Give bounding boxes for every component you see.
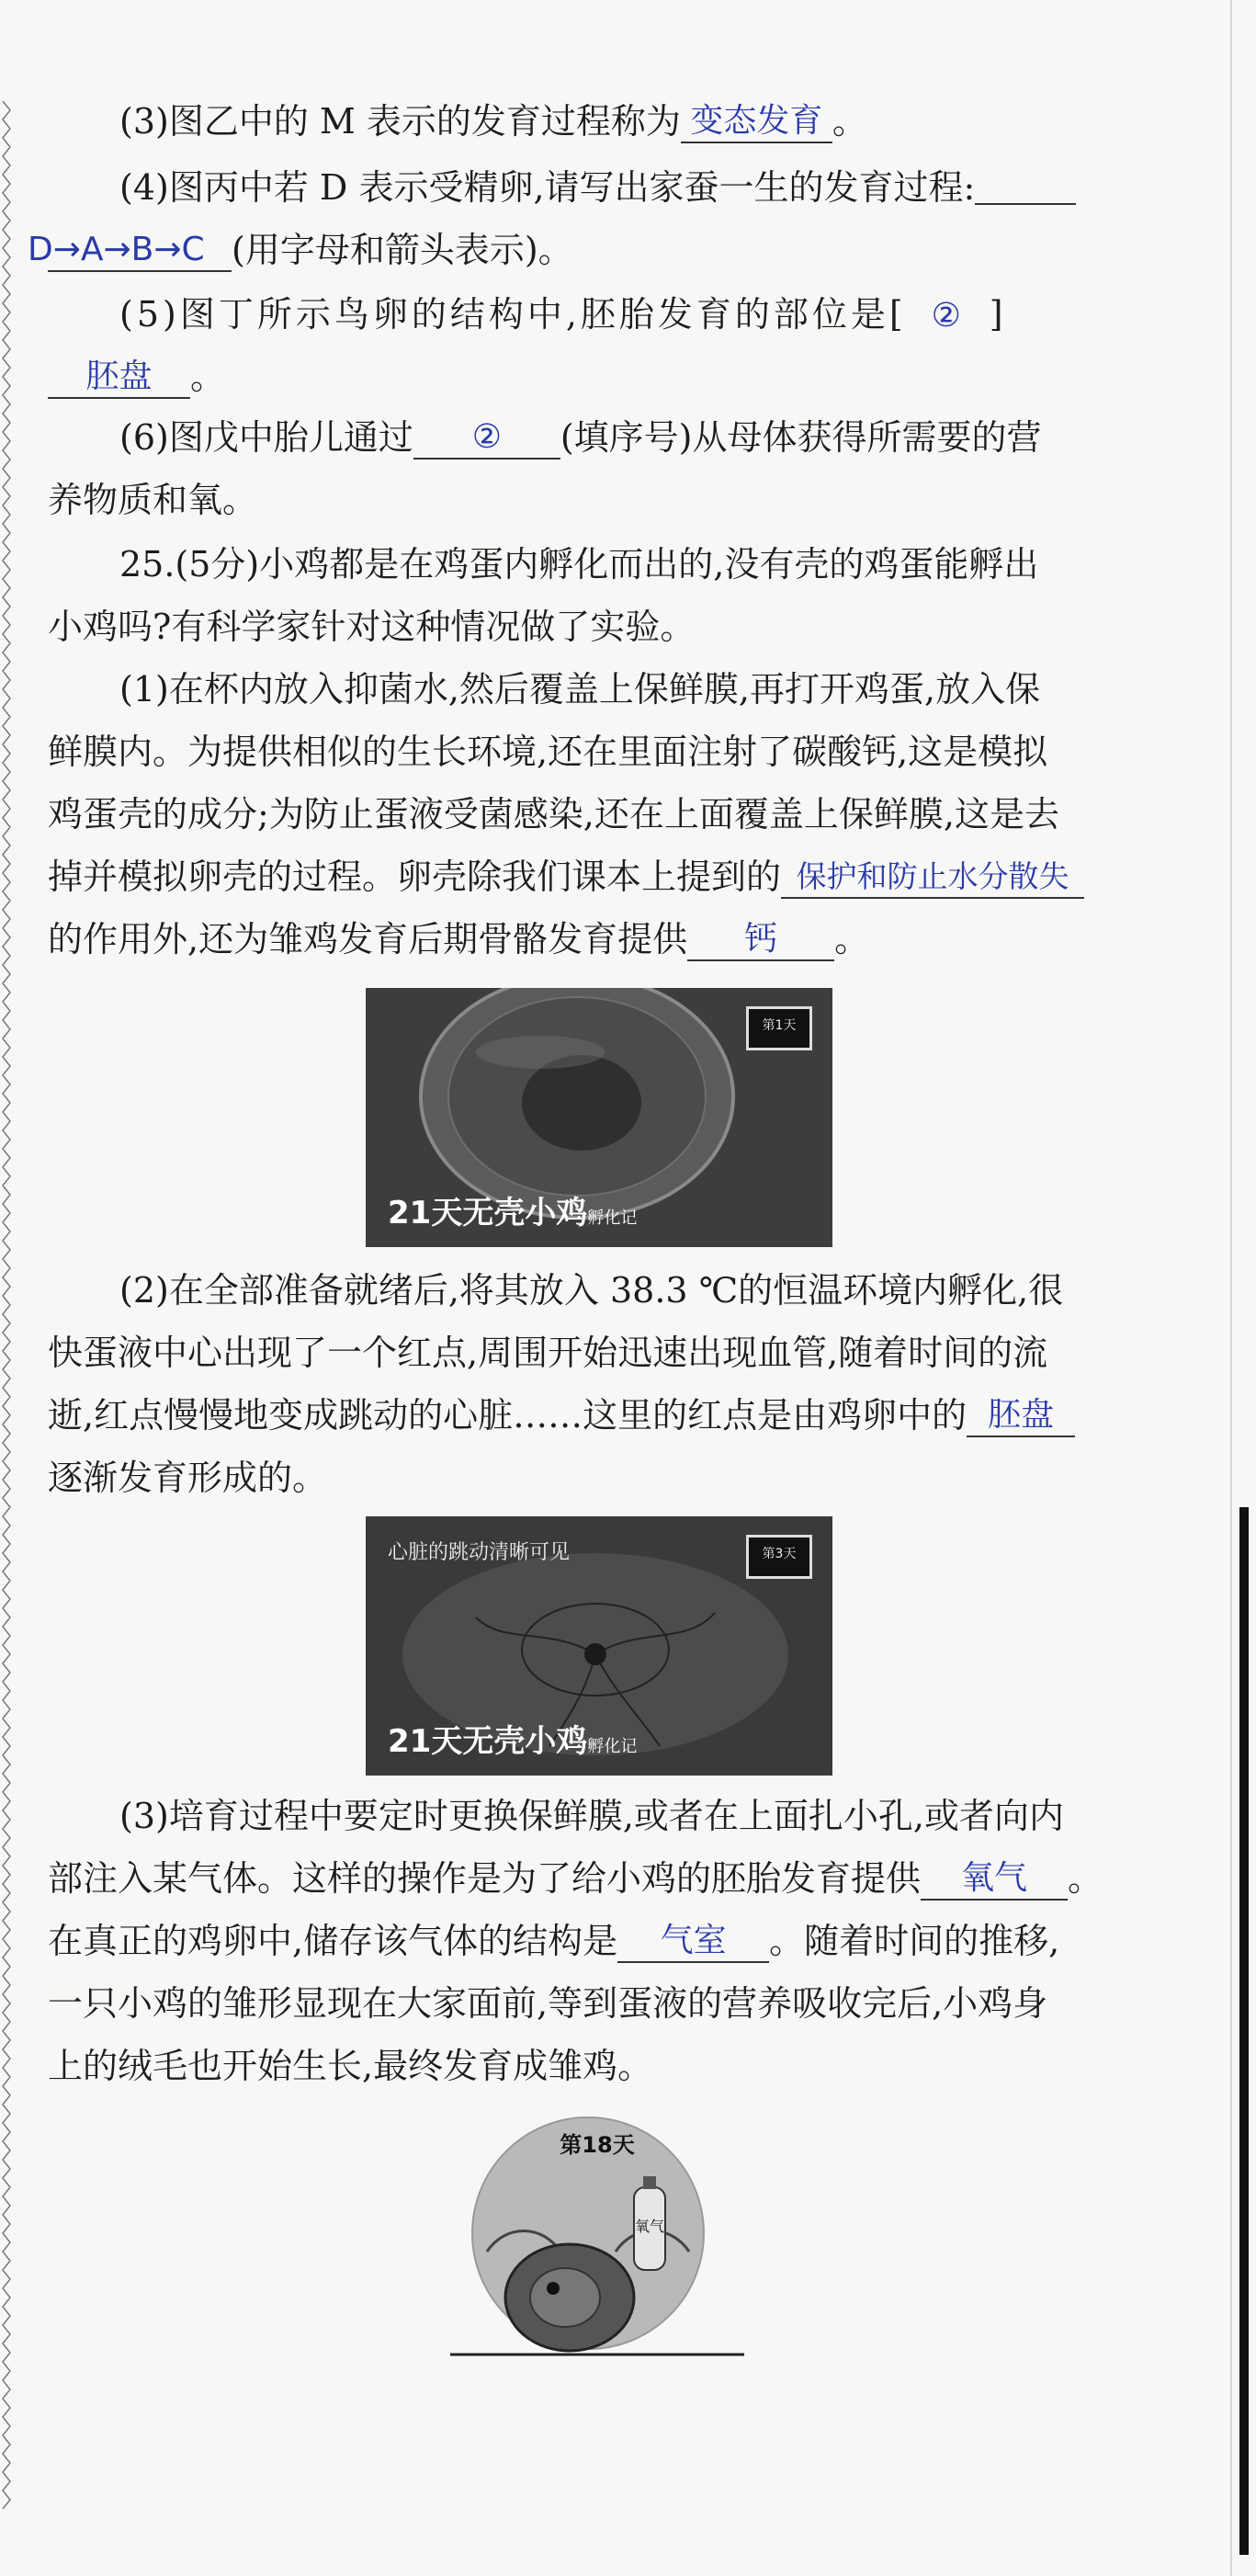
q25-p2-line4: 逐渐发育形成的。: [48, 1458, 328, 1498]
q24-p6-line2: 养物质和氧。: [48, 480, 258, 520]
q25-p2-line3: [48, 1393, 1075, 1437]
q24-p3-end: 。: [832, 101, 867, 142]
q25-p2-answer: 胚盘: [988, 1396, 1055, 1434]
brand-text: 21天无壳小鸡: [388, 1723, 588, 1760]
q25-p1-line5-text: 的作用外,还为雏鸡发育后期骨骼发育提供: [48, 919, 688, 959]
day-badge: 第3天: [746, 1535, 812, 1579]
egg-photo-day3: [366, 1516, 832, 1776]
q24-p5-bracket: ]: [989, 294, 1007, 335]
q25-p3-line2-end: 。: [1068, 1858, 1103, 1899]
q25-p1-blank2: [687, 920, 834, 961]
heart-caption: 心脏的跳动清晰可见: [388, 1541, 571, 1564]
q24-p4: [119, 165, 1076, 210]
q25-p1-answer2: 钙: [744, 920, 778, 958]
q24-p4-line2: [28, 228, 573, 272]
video-brand: [388, 1716, 637, 1761]
q25-p3-line3: [48, 1919, 1059, 1963]
q25-p2-blank: [967, 1396, 1075, 1437]
q24-p4-text: (4)图丙中若 D 表示受精卵,请写出家蚕一生的发育过程:: [119, 167, 976, 208]
q25-p1-line4-text: 掉并模拟卵壳的过程。卵壳除我们课本上提到的: [48, 857, 782, 897]
q25-p1-line5: [48, 917, 869, 961]
q25-p3-line2: [48, 1856, 1103, 1901]
q25-p3-line5: 上的绒毛也开始生长,最终发育成雏鸡。: [48, 2046, 653, 2086]
brand-small: 孵化记: [587, 1209, 638, 1228]
day-badge: 第1天: [746, 1006, 812, 1050]
q24-p4-blank-a: [975, 166, 1076, 205]
q25-p1-line3: 鸡蛋壳的成分;为防止蛋液受菌感染,还在上面覆盖上保鲜膜,这是去: [48, 794, 1059, 834]
q25-p3-line4: 一只小鸡的雏形显现在大家面前,等到蛋液的营养吸收完后,小鸡身: [48, 1983, 1048, 2024]
q25-intro-2: 小鸡吗?有科学家针对这种情况做了实验。: [48, 607, 696, 647]
q25-p3-blank1: [921, 1859, 1068, 1901]
q24-p5-answer-num: ②: [931, 297, 965, 335]
q25-p1-line2: 鲜膜内。为提供相似的生长环境,还在里面注射了碳酸钙,这是模拟: [48, 732, 1048, 772]
q25-p2-line3-text: 逝,红点慢慢地变成跳动的心脏……这里的红点是由鸡卵中的: [48, 1395, 967, 1436]
q24-p4-blank-b: [28, 231, 232, 272]
day18-label: 第18天: [560, 2132, 635, 2158]
q25-p1-line4: [48, 855, 1084, 899]
q24-p6-answer: ②: [471, 418, 502, 456]
q25-p1-end: 。: [834, 919, 870, 959]
q24-p6: [119, 415, 1041, 460]
q24-p5-blank: [48, 357, 190, 399]
egg-photo-day1: [366, 988, 832, 1247]
q24-p3-answer: 变态发育: [690, 102, 823, 140]
q24-p4-text-b: (用字母和箭头表示)。: [232, 230, 573, 270]
q24-p5-text: (5)图丁所示鸟卵的结构中,胚胎发育的部位是[: [119, 294, 907, 335]
scan-border: [1239, 1507, 1249, 2555]
q24-p5-line2: [48, 355, 225, 399]
q25-p3-line2-text: 部注入某气体。这样的操作是为了给小鸡的胚胎发育提供: [48, 1858, 922, 1899]
q24-p6-text-b: (填序号)从母体获得所需要的营: [560, 417, 1042, 458]
q24-p5-end: 。: [190, 357, 226, 397]
q25-p3-blank2: [617, 1924, 769, 1963]
q25-p2-line1: (2)在全部准备就绪后,将其放入 38.3 ℃的恒温环境内孵化,很: [119, 1270, 1064, 1311]
q25-p3-line3-end: 。随着时间的推移,: [769, 1921, 1060, 1961]
q24-p6-text: (6)图戊中胎儿通过: [119, 417, 413, 458]
q24-p3: [119, 99, 867, 143]
q25-intro-1: 25.(5分)小鸡都是在鸡蛋内孵化而出的,没有壳的鸡蛋能孵出: [119, 544, 1039, 584]
q24-p5: [119, 292, 1007, 338]
q25-p1-blank1: [781, 860, 1084, 899]
q25-p1-answer1: 保护和防止水分散失: [796, 858, 1069, 894]
q25-p3-answer1: 氧气: [961, 1859, 1028, 1897]
binding-zigzag: [0, 101, 13, 2509]
q24-p4-answer: D→A→B→C: [28, 231, 205, 268]
q25-p3-line1: (3)培育过程中要定时更换保鲜膜,或者在上面扎小孔,或者向内: [119, 1796, 1064, 1836]
q24-p3-text: (3)图乙中的 M 表示的发育过程称为: [119, 101, 681, 142]
q24-p6-blank: [413, 418, 560, 460]
page-edge: [1230, 0, 1232, 2576]
brand-small: 孵化记: [587, 1737, 638, 1756]
q24-p5-answer-text: 胚盘: [85, 357, 153, 395]
q24-p3-blank: [681, 102, 832, 143]
q25-p3-line3-text: 在真正的鸡卵中,储存该气体的结构是: [48, 1921, 618, 1961]
video-brand: [388, 1187, 637, 1232]
oxygen-tank-label: 氧气: [634, 2218, 665, 2235]
brand-text: 21天无壳小鸡: [388, 1195, 588, 1231]
q25-p3-answer2: 气室: [660, 1922, 727, 1959]
q25-p2-line2: 快蛋液中心出现了一个红点,周围开始迅速出现血管,随着时间的流: [48, 1333, 1048, 1373]
day18-illustration: [450, 2114, 744, 2371]
q25-p1-line1: (1)在杯内放入抑菌水,然后覆盖上保鲜膜,再打开鸡蛋,放入保: [119, 669, 1041, 709]
